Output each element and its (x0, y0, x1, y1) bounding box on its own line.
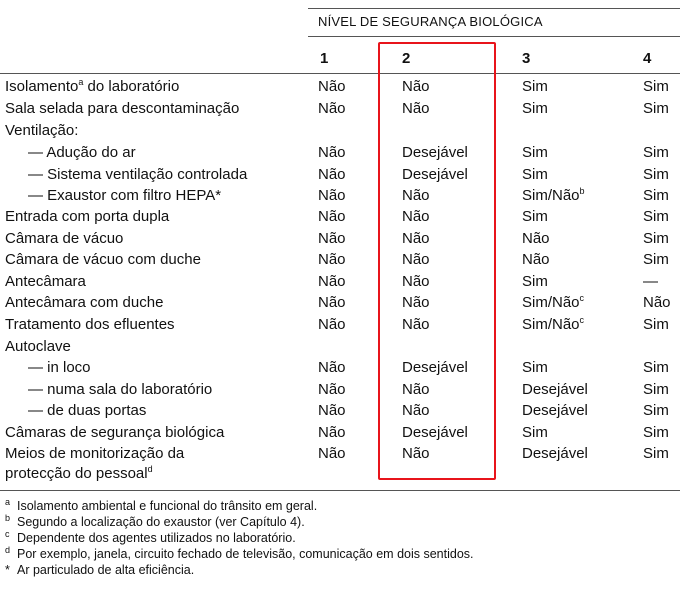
cell-value: Não (318, 445, 346, 462)
cell-value: Desejável (522, 402, 588, 419)
footnote (5, 562, 474, 578)
cell-level-1 (318, 314, 346, 336)
cell-level-4 (643, 206, 669, 228)
top-rule (308, 8, 680, 9)
cell-level-1 (318, 379, 346, 401)
cell-level-4 (643, 357, 669, 379)
cell-value: Não (402, 251, 430, 268)
cell-level-3 (522, 76, 548, 98)
footnote-text: Isolamento ambiental e funcional do trânsito em geral. (17, 499, 318, 513)
row-label-text: Antecâmara (5, 273, 86, 290)
cell-value: — (643, 273, 658, 290)
row-label (5, 271, 86, 293)
cell-value: Desejável (402, 424, 468, 441)
row-label-text: Isolamento (5, 78, 79, 95)
footnote-text: Segundo a localização do exaustor (ver Capítulo 4). (17, 515, 305, 529)
cell-level-4 (643, 314, 669, 336)
cell-value: Não (318, 294, 346, 311)
cell-level-3 (522, 142, 548, 164)
row-label (5, 292, 163, 314)
table-row (0, 206, 687, 228)
row-label (28, 164, 247, 186)
cell-value: Sim (643, 316, 669, 333)
cell-value: Não (402, 230, 430, 247)
cell-level-3 (522, 164, 548, 186)
cell-level-1 (318, 206, 346, 228)
cell-value: Não (318, 359, 346, 376)
cell-value: Sim (643, 381, 669, 398)
table-row (0, 271, 687, 293)
cell-value: Sim (643, 208, 669, 225)
cell-level-3 (522, 98, 548, 120)
cell-value: Desejável (522, 381, 588, 398)
cell-value: Sim (522, 208, 548, 225)
footnote-mark-letter: a (5, 496, 11, 507)
row-label-text: Antecâmara com duche (5, 294, 164, 311)
footnote (5, 514, 474, 530)
cell-level-1 (318, 357, 346, 379)
footnote-ref: d (147, 464, 153, 474)
footnote-text: Ar particulado de alta eficiência. (17, 563, 195, 577)
cell-level-3 (522, 379, 588, 401)
row-label-text: Autoclave (5, 338, 71, 355)
cell-value: Sim (643, 402, 669, 419)
row-label-text: Câmara de vácuo (5, 230, 124, 247)
cell-value: Sim (522, 78, 548, 95)
cell-value: Sim (643, 251, 669, 268)
row-label-text: — de duas portas (28, 402, 147, 419)
cell-level-1 (318, 249, 346, 271)
cell-value: Sim (522, 144, 548, 161)
column-header-1: 1 (320, 50, 329, 67)
footnote-mark (5, 514, 17, 530)
cell-value: Sim (643, 424, 669, 441)
table-row (0, 164, 687, 186)
cell-level-3 (522, 185, 585, 207)
footnote-mark-letter: c (5, 528, 10, 539)
row-label (28, 379, 212, 401)
table-row (0, 314, 687, 336)
cell-level-3 (522, 357, 548, 379)
footnotes (5, 498, 474, 578)
cell-level-3 (522, 271, 548, 293)
row-label (5, 249, 201, 271)
cell-value: Não (318, 78, 346, 95)
row-label-text: — Adução do ar (28, 144, 136, 161)
cell-level-3 (522, 206, 548, 228)
table-row (0, 228, 687, 250)
table-row (0, 76, 687, 98)
cell-value: Desejável (522, 445, 588, 462)
row-label-text: Ventilação: (5, 122, 79, 139)
footnote-mark: * (5, 563, 10, 577)
cell-level-4 (643, 271, 658, 293)
row-label (5, 336, 71, 358)
cell-value: Não (318, 251, 346, 268)
cell-value: Não (318, 187, 346, 204)
footnote-mark (5, 530, 17, 546)
cell-value: Sim (522, 273, 548, 290)
footnote-ref: a (78, 77, 84, 87)
row-label-text: — Exaustor com filtro HEPA* (28, 187, 222, 204)
cell-level-3 (522, 228, 550, 250)
row-label (5, 98, 239, 120)
cell-value: Não (318, 424, 346, 441)
cell-level-4 (643, 292, 671, 314)
cell-level-3 (522, 422, 548, 444)
cell-value: Sim (522, 359, 548, 376)
cell-level-3 (522, 400, 588, 422)
row-label (5, 228, 123, 250)
cell-level-4 (643, 185, 669, 207)
cell-value: Sim (643, 100, 669, 117)
cell-level-4 (643, 142, 669, 164)
cell-value: Sim/Não (522, 316, 580, 333)
cell-level-1 (318, 228, 346, 250)
cell-value: Desejável (402, 166, 468, 183)
cell-level-3 (522, 443, 588, 465)
cell-level-1 (318, 98, 346, 120)
cell-value: Não (402, 402, 430, 419)
table-row (0, 336, 687, 358)
table-row (0, 185, 687, 207)
cell-level-3 (522, 314, 584, 336)
cell-value: Não (402, 78, 430, 95)
cell-value: Não (402, 381, 430, 398)
table-row (0, 463, 687, 485)
cell-level-1 (318, 76, 346, 98)
cell-value: Desejável (402, 359, 468, 376)
cell-value: Sim (643, 144, 669, 161)
cell-level-4 (643, 400, 669, 422)
cell-value: Não (318, 100, 346, 117)
row-label-text: Câmaras de segurança biológica (5, 424, 225, 441)
table-row (0, 142, 687, 164)
cell-value: Sim (643, 78, 669, 95)
footnote (5, 546, 474, 562)
cell-value: Não (402, 316, 430, 333)
row-label (5, 120, 78, 142)
cell-level-4 (643, 164, 669, 186)
cell-value: Não (402, 187, 430, 204)
cell-value: Sim (643, 187, 669, 204)
column-header-2: 2 (402, 50, 411, 67)
cell-value: Sim (643, 445, 669, 462)
footnote-text: Dependente dos agentes utilizados no laboratório. (17, 531, 296, 545)
cell-value: Não (318, 273, 346, 290)
row-label-text: Entrada com porta dupla (5, 208, 170, 225)
row-label (5, 206, 169, 228)
highlight-column-2-box (378, 42, 496, 480)
cell-value: Sim (643, 359, 669, 376)
footnote (5, 530, 474, 546)
row-label (5, 422, 224, 444)
cell-level-4 (643, 249, 669, 271)
footnote-mark-letter: d (5, 544, 11, 555)
row-label-text: protecção do pessoal (5, 465, 148, 482)
cell-value: Não (402, 273, 430, 290)
row-label-text: Câmara de vácuo com duche (5, 251, 201, 268)
cell-value: Sim/Não (522, 187, 580, 204)
table-row (0, 120, 687, 142)
cell-value: Não (318, 381, 346, 398)
cell-value: Sim (643, 230, 669, 247)
row-label-text: — Sistema ventilação controlada (28, 166, 248, 183)
cell-level-3 (522, 292, 584, 314)
row-label-text: — numa sala do laboratório (28, 381, 213, 398)
table-header-title: NÍVEL DE SEGURANÇA BIOLÓGICA (318, 14, 543, 29)
table-row (0, 379, 687, 401)
table-row (0, 357, 687, 379)
cell-value: Não (522, 251, 550, 268)
row-label-text: — in loco (28, 359, 91, 376)
header-rule (308, 36, 680, 37)
cell-level-4 (643, 228, 669, 250)
table-row (0, 422, 687, 444)
row-label (5, 463, 153, 485)
row-label (28, 142, 136, 164)
table-row (0, 292, 687, 314)
cell-level-3 (522, 249, 550, 271)
table-row (0, 443, 687, 465)
footnote (5, 498, 474, 514)
cell-value: Não (318, 166, 346, 183)
cell-level-4 (643, 76, 669, 98)
cell-value: Não (318, 144, 346, 161)
cell-level-1 (318, 271, 346, 293)
cell-level-1 (318, 164, 346, 186)
row-label (28, 185, 221, 207)
cell-level-4 (643, 98, 669, 120)
cell-level-4 (643, 422, 669, 444)
row-label (5, 76, 179, 98)
cell-level-1 (318, 292, 346, 314)
table-row (0, 249, 687, 271)
cell-value: Sim/Não (522, 294, 580, 311)
footnote-text: Por exemplo, janela, circuito fechado de televisão, comunicação em dois sentidos. (17, 547, 474, 561)
footnote-ref: b (579, 186, 585, 196)
cell-level-1 (318, 400, 346, 422)
row-label (28, 357, 91, 379)
cell-level-1 (318, 422, 346, 444)
row-label (5, 443, 184, 465)
cell-value: Não (402, 294, 430, 311)
cell-value: Não (402, 445, 430, 462)
cell-value: Sim (522, 100, 548, 117)
cell-value: Não (318, 208, 346, 225)
row-label (5, 314, 175, 336)
row-label-text: Meios de monitorização da (5, 445, 185, 462)
row-label-rest: do laboratório (83, 78, 180, 95)
table-row (0, 98, 687, 120)
cell-value: Não (318, 316, 346, 333)
cell-level-1 (318, 142, 346, 164)
footnote-ref: c (579, 293, 585, 303)
table-row (0, 400, 687, 422)
cell-value: Sim (643, 166, 669, 183)
column-header-4: 4 (643, 50, 652, 67)
cell-level-1 (318, 185, 346, 207)
row-label-text: Sala selada para descontaminação (5, 100, 240, 117)
cell-value: Sim (522, 166, 548, 183)
cell-level-4 (643, 379, 669, 401)
cell-value: Não (402, 100, 430, 117)
row-label-text: Tratamento dos efluentes (5, 316, 175, 333)
cell-value: Desejável (402, 144, 468, 161)
cell-value: Sim (522, 424, 548, 441)
cell-value: Não (318, 402, 346, 419)
cell-level-1 (318, 443, 346, 465)
footnote-mark (5, 546, 17, 562)
footnote-mark-letter: b (5, 512, 11, 523)
footnote-mark (5, 498, 17, 514)
cell-value: Não (522, 230, 550, 247)
cell-value: Não (402, 208, 430, 225)
cell-value: Não (318, 230, 346, 247)
cell-value: Não (643, 294, 671, 311)
footnote-ref: c (579, 315, 585, 325)
column-header-rule (0, 73, 680, 74)
row-label (28, 400, 146, 422)
table-bottom-rule (0, 490, 680, 491)
column-header-3: 3 (522, 50, 531, 67)
cell-level-4 (643, 443, 669, 465)
